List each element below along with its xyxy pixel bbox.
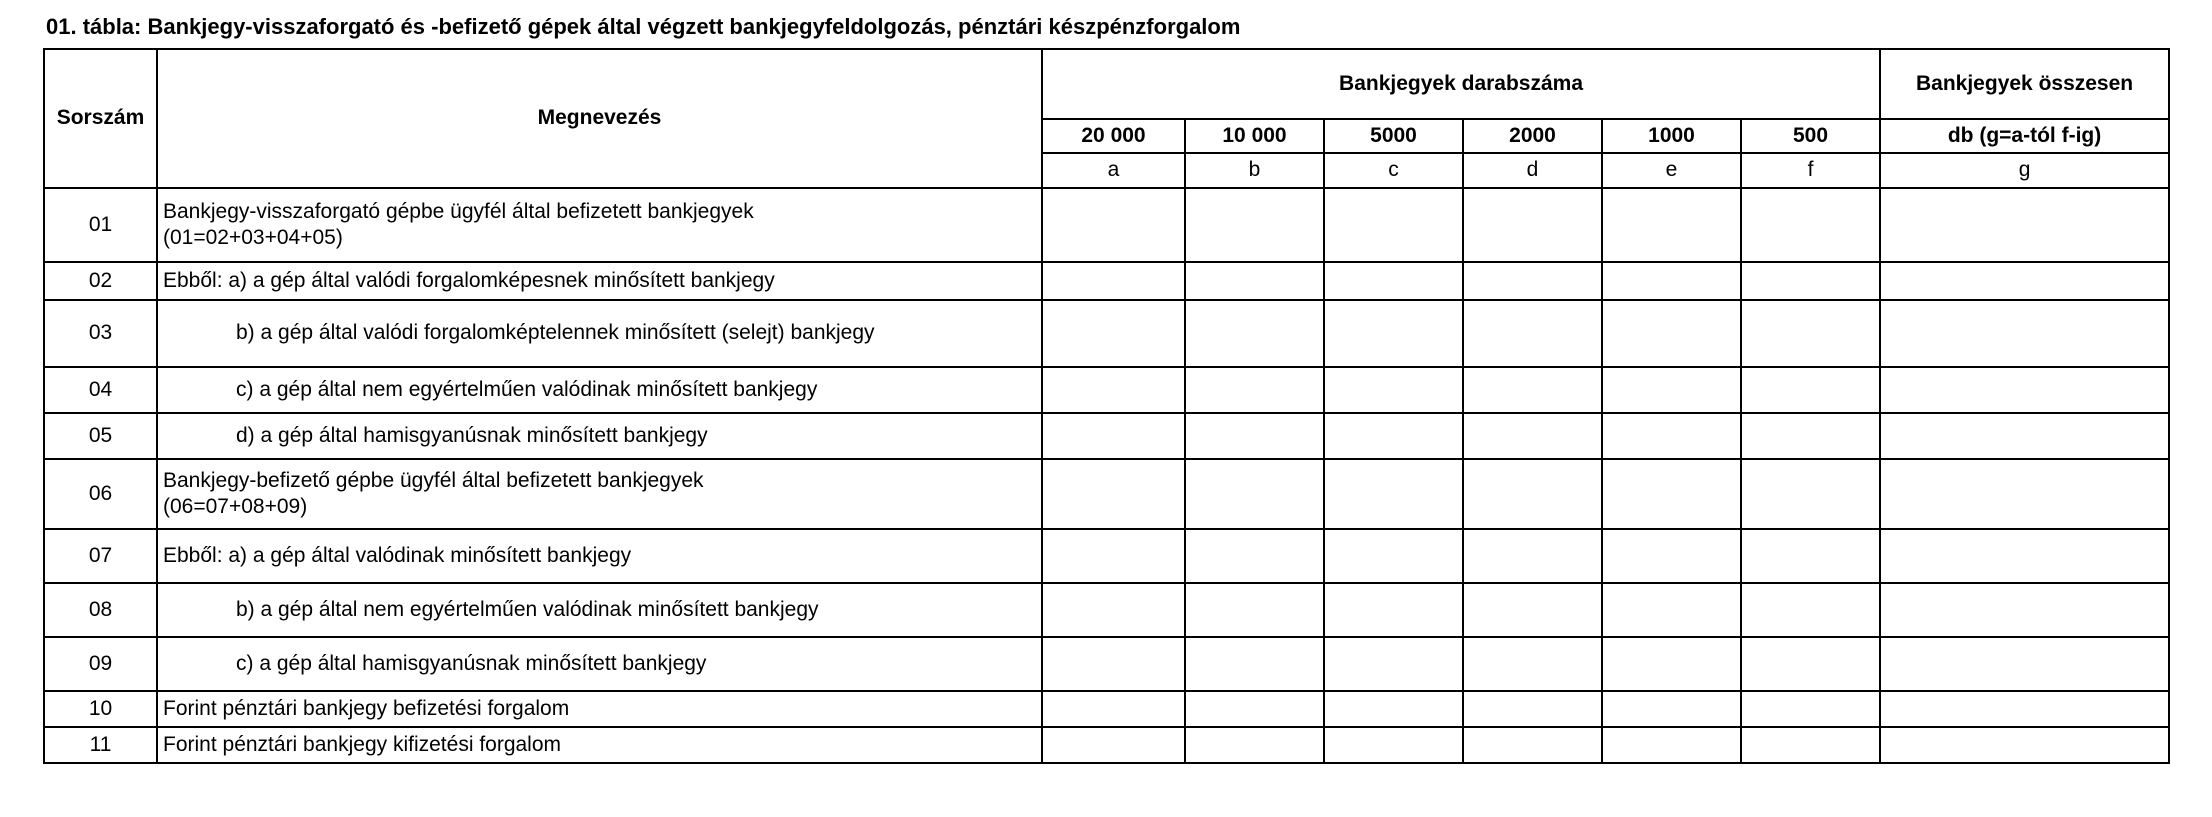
- row-description: [157, 691, 1042, 727]
- row-description-line: Bankjegy-befizető gépbe ügyfél által befizetett bankjegyek: [163, 468, 704, 492]
- value-cell[interactable]: [1880, 691, 2169, 727]
- row-number: 08: [44, 583, 157, 637]
- value-cell[interactable]: [1463, 529, 1602, 583]
- column-letter: c: [1324, 153, 1463, 188]
- row-description: [157, 727, 1042, 763]
- table-row: [44, 583, 2169, 637]
- table-row: [44, 262, 2169, 300]
- value-cell[interactable]: [1185, 300, 1324, 367]
- table-row: [44, 637, 2169, 691]
- value-cell[interactable]: [1741, 637, 1880, 691]
- value-cell[interactable]: [1741, 529, 1880, 583]
- value-cell[interactable]: [1185, 529, 1324, 583]
- value-cell[interactable]: [1185, 413, 1324, 459]
- value-cell[interactable]: [1185, 637, 1324, 691]
- value-cell[interactable]: [1741, 367, 1880, 413]
- table-body: [44, 188, 2169, 763]
- row-description: [157, 413, 1042, 459]
- row-number: 02: [44, 262, 157, 300]
- value-cell[interactable]: [1324, 583, 1463, 637]
- value-cell[interactable]: [1185, 691, 1324, 727]
- value-cell[interactable]: [1463, 637, 1602, 691]
- value-cell[interactable]: [1185, 583, 1324, 637]
- value-cell[interactable]: [1741, 691, 1880, 727]
- header-denomination: 5000: [1324, 119, 1463, 153]
- value-cell[interactable]: [1741, 413, 1880, 459]
- value-cell[interactable]: [1042, 459, 1185, 529]
- row-description-line: Bankjegy-visszaforgató gépbe ügyfél által befizetett bankjegyek: [163, 199, 754, 223]
- value-cell[interactable]: [1741, 583, 1880, 637]
- column-letter: g: [1880, 153, 2169, 188]
- value-cell[interactable]: [1042, 262, 1185, 300]
- value-cell[interactable]: [1880, 188, 2169, 262]
- value-cell[interactable]: [1741, 300, 1880, 367]
- header-sorszam: Sorszám: [44, 49, 157, 188]
- value-cell[interactable]: [1741, 262, 1880, 300]
- row-description-line: Forint pénztári bankjegy kifizetési forgalom: [163, 732, 562, 756]
- column-letter: a: [1042, 153, 1185, 188]
- value-cell[interactable]: [1185, 367, 1324, 413]
- header-group-count: Bankjegyek darabszáma: [1042, 49, 1880, 119]
- row-number: 09: [44, 637, 157, 691]
- row-formula: (06=07+08+09): [163, 495, 308, 518]
- value-cell[interactable]: [1463, 727, 1602, 763]
- row-number: 06: [44, 459, 157, 529]
- value-cell[interactable]: [1042, 188, 1185, 262]
- value-cell[interactable]: [1602, 367, 1741, 413]
- value-cell[interactable]: [1880, 529, 2169, 583]
- value-cell[interactable]: [1042, 583, 1185, 637]
- row-description: [157, 262, 1042, 300]
- value-cell[interactable]: [1741, 459, 1880, 529]
- column-letter: b: [1185, 153, 1324, 188]
- value-cell[interactable]: [1463, 459, 1602, 529]
- value-cell[interactable]: [1463, 188, 1602, 262]
- row-number: 11: [44, 727, 157, 763]
- header-denomination: 20 000: [1042, 119, 1185, 153]
- value-cell[interactable]: [1880, 262, 2169, 300]
- data-table: [43, 48, 2170, 764]
- value-cell[interactable]: [1880, 300, 2169, 367]
- value-cell[interactable]: [1880, 413, 2169, 459]
- value-cell[interactable]: [1880, 459, 2169, 529]
- header-denomination: 10 000: [1185, 119, 1324, 153]
- header-denomination: 500: [1741, 119, 1880, 153]
- value-cell[interactable]: [1602, 413, 1741, 459]
- value-cell[interactable]: [1602, 300, 1741, 367]
- value-cell[interactable]: [1741, 188, 1880, 262]
- value-cell[interactable]: [1602, 459, 1741, 529]
- table-row: [44, 529, 2169, 583]
- value-cell[interactable]: [1324, 691, 1463, 727]
- value-cell[interactable]: [1324, 262, 1463, 300]
- row-description-line: c) a gép által nem egyértelműen valódinak minősített bankjegy: [236, 377, 818, 401]
- value-cell[interactable]: [1880, 727, 2169, 763]
- row-description-line: c) a gép által hamisgyanúsnak minősített bankjegy: [236, 651, 707, 675]
- value-cell[interactable]: [1042, 413, 1185, 459]
- row-number: 03: [44, 300, 157, 367]
- value-cell[interactable]: [1602, 727, 1741, 763]
- value-cell[interactable]: [1602, 188, 1741, 262]
- row-description: [157, 188, 1042, 262]
- value-cell[interactable]: [1185, 727, 1324, 763]
- row-formula: (01=02+03+04+05): [163, 226, 343, 249]
- value-cell[interactable]: [1463, 262, 1602, 300]
- row-number: 05: [44, 413, 157, 459]
- table-title: 01. tábla: Bankjegy-visszaforgató és -befizető gépek által végzett bankjegyfeldolgozás, pénztári készpénzforgalom: [46, 14, 1241, 39]
- value-cell[interactable]: [1042, 300, 1185, 367]
- row-number: 04: [44, 367, 157, 413]
- row-description-line: Ebből: a) a gép által valódinak minősített bankjegy: [163, 543, 632, 567]
- value-cell[interactable]: [1880, 583, 2169, 637]
- value-cell[interactable]: [1042, 691, 1185, 727]
- value-cell[interactable]: [1880, 367, 2169, 413]
- header-denomination: 1000: [1602, 119, 1741, 153]
- row-description-line: d) a gép által hamisgyanúsnak minősített bankjegy: [236, 423, 708, 447]
- row-description: [157, 637, 1042, 691]
- value-cell[interactable]: [1324, 637, 1463, 691]
- value-cell[interactable]: [1602, 637, 1741, 691]
- value-cell[interactable]: [1324, 459, 1463, 529]
- value-cell[interactable]: [1042, 367, 1185, 413]
- value-cell[interactable]: [1042, 637, 1185, 691]
- row-description-line: b) a gép által nem egyértelműen valódinak minősített bankjegy: [236, 597, 819, 621]
- row-description: [157, 529, 1042, 583]
- value-cell[interactable]: [1185, 459, 1324, 529]
- row-description: [157, 583, 1042, 637]
- row-description-line: b) a gép által valódi forgalomképtelennek minősített (selejt) bankjegy: [236, 321, 875, 345]
- table-row: [44, 413, 2169, 459]
- row-description: [157, 459, 1042, 529]
- value-cell[interactable]: [1741, 727, 1880, 763]
- row-description-line: Forint pénztári bankjegy befizetési forgalom: [163, 696, 570, 720]
- value-cell[interactable]: [1324, 367, 1463, 413]
- value-cell[interactable]: [1324, 413, 1463, 459]
- value-cell[interactable]: [1602, 691, 1741, 727]
- value-cell[interactable]: [1463, 367, 1602, 413]
- table-row: [44, 727, 2169, 763]
- row-number: 07: [44, 529, 157, 583]
- value-cell[interactable]: [1324, 300, 1463, 367]
- header-denomination: 2000: [1463, 119, 1602, 153]
- table-row: [44, 188, 2169, 262]
- value-cell[interactable]: [1602, 583, 1741, 637]
- value-cell[interactable]: [1602, 529, 1741, 583]
- header-total-unit: db (g=a-tól f-ig): [1880, 119, 2169, 153]
- row-number: 01: [44, 188, 157, 262]
- row-description: [157, 367, 1042, 413]
- column-letter: f: [1741, 153, 1880, 188]
- value-cell[interactable]: [1185, 188, 1324, 262]
- value-cell[interactable]: [1463, 300, 1602, 367]
- column-letter: d: [1463, 153, 1602, 188]
- row-number: 10: [44, 691, 157, 727]
- table-row: [44, 691, 2169, 727]
- value-cell[interactable]: [1602, 262, 1741, 300]
- value-cell[interactable]: [1042, 529, 1185, 583]
- column-letter: e: [1602, 153, 1741, 188]
- value-cell[interactable]: [1463, 691, 1602, 727]
- row-description-line: Ebből: a) a gép által valódi forgalomképesnek minősített bankjegy: [163, 268, 775, 292]
- value-cell[interactable]: [1324, 529, 1463, 583]
- value-cell[interactable]: [1880, 637, 2169, 691]
- table-row: [44, 300, 2169, 367]
- table-row: [44, 367, 2169, 413]
- header-group-total: Bankjegyek összesen: [1880, 49, 2169, 119]
- value-cell[interactable]: [1324, 727, 1463, 763]
- value-cell[interactable]: [1463, 413, 1602, 459]
- header-megnevezes: Megnevezés: [157, 49, 1042, 188]
- row-description: [157, 300, 1042, 367]
- value-cell[interactable]: [1185, 262, 1324, 300]
- value-cell[interactable]: [1324, 188, 1463, 262]
- value-cell[interactable]: [1042, 727, 1185, 763]
- value-cell[interactable]: [1463, 583, 1602, 637]
- table-row: [44, 459, 2169, 529]
